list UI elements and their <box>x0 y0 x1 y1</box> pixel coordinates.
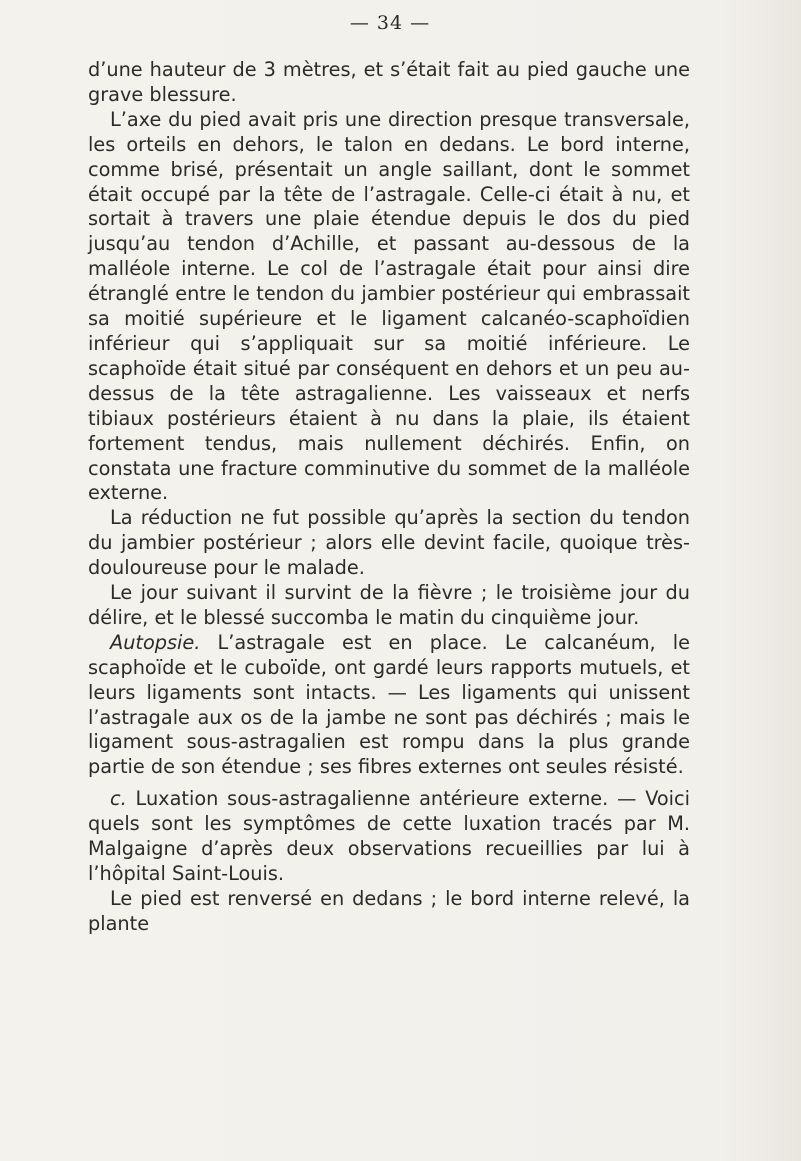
section-c-text: Luxation sous-astragalienne antérieure externe. — Voici quels sont les symptômes de cette luxation tracés par M. Malgaigne d’après deux observations recueillies par lui à l’hôpital Saint-Louis. <box>88 787 690 885</box>
paragraph-2: L’axe du pied avait pris une direction presque transversale, les orteils en dehors, le talon en dedans. Le bord interne, comme brisé, présentait un angle saillant, dont le sommet était occupé par la tête de l’astragale. Celle-ci était à nu, et sortait à travers une plaie étendue depuis le dos du pied jusqu’au tendon d’Achille, et passant au-dessous de la malléole interne. Le col de l’astragale était pour ainsi dire étranglé entre le tendon du jambier postérieur qui embrassait sa moitié supérieure et le ligament calcanéo-scaphoïdien inférieur qui s’appliquait sur sa moitié inférieure. Le scaphoïde était situé par conséquent en dehors et un peu au-dessus de la tête astragalienne. Les vaisseaux et nerfs tibiaux postérieurs étaient à nu dans la plaie, ils étaient fortement tendus, mais nullement déchirés. Enfin, on constata une fracture comminutive du sommet de la malléole externe. <box>88 107 690 505</box>
paragraph-4: Le jour suivant il survint de la fièvre ; le troisième jour du délire, et le blessé succomba le matin du cinquième jour. <box>88 581 690 629</box>
autopsy-label: Autopsie. <box>110 630 201 654</box>
paragraph-3: La réduction ne fut possible qu’après la section du tendon du jambier postérieur ; alors elle devint facile, quoique très-douloureuse pour le malade. <box>88 506 690 580</box>
section-c-paragraph <box>88 787 690 887</box>
last-paragraph: Le pied est renversé en dedans ; le bord interne relevé, la plante <box>88 886 690 935</box>
section-c-label: c. <box>110 787 127 811</box>
paragraph-1: d’une hauteur de 3 mètres, et s’était fait au pied gauche une grave blessure. <box>88 58 690 106</box>
autopsy-text: L’astragale est en place. Le calcanéum, le scaphoïde et le cuboïde, ont gardé leurs rapports mutuels, et leurs ligaments sont intacts. — Les ligaments qui unissent l’astragale aux os de la jambe ne sont pas déchirés ; mais le ligament sous-astragalien est rompu dans la plus grande partie de son étendue ; ses fibres externes ont seules résisté. <box>88 630 690 779</box>
page-number: — 34 — <box>349 12 431 34</box>
autopsy-paragraph <box>88 631 690 780</box>
body-text <box>88 58 690 937</box>
